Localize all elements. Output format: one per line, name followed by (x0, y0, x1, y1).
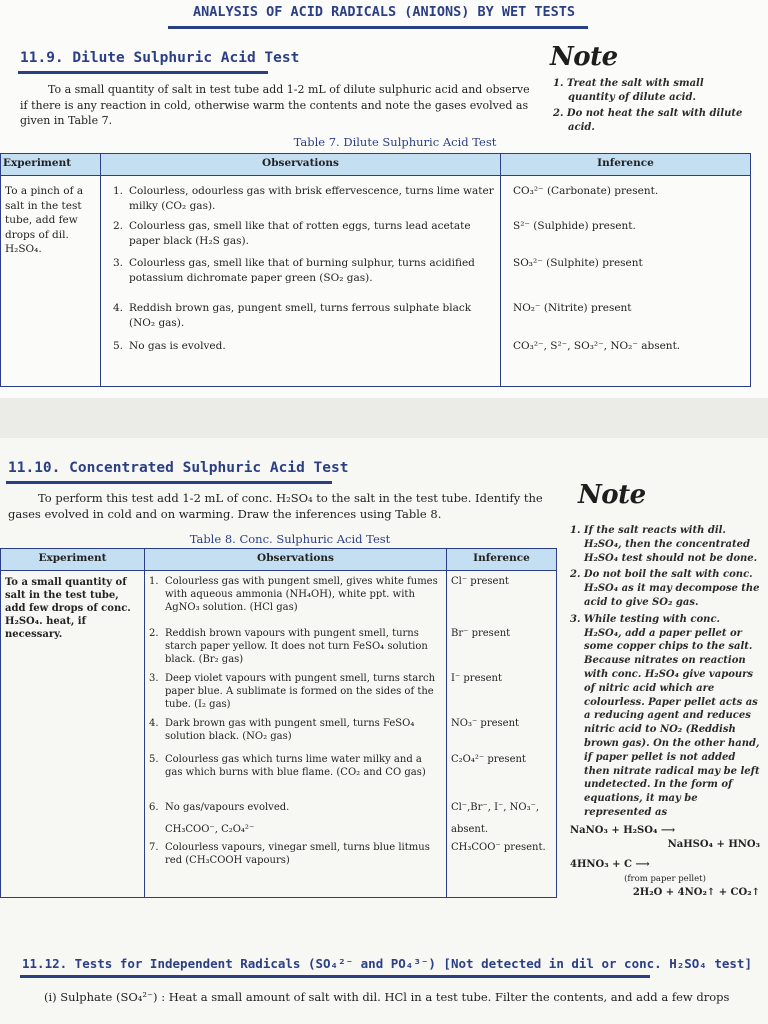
table-8 (0, 548, 557, 898)
title-underline (168, 26, 588, 29)
section-11-9-intro: To a small quantity of salt in test tube add 1-2 mL of dilute sulphuric acid and observe if there is any reaction in cold, otherwise warm the contents and note the gases evolved as given in Table 7. (20, 83, 530, 127)
note-block-2 (570, 524, 760, 900)
inferences-cell (501, 176, 751, 387)
observation-item: 3. Deep violet vapours with pungent smell, turns starch paper blue. A sublimate is formed on the sides of the tube. (I₂ gas) (149, 673, 436, 710)
observation-item: 6. No gas/vapours evolved. (149, 802, 290, 813)
experiment-cell: To a pinch of a salt in the test tube, add few drops of dil. H₂SO₄. (1, 176, 101, 387)
inference-item: C₂O₄²⁻ present (451, 754, 526, 765)
note-list-1 (553, 77, 753, 135)
observations-cell (101, 176, 501, 387)
table-7-caption: Table 7. Dilute Sulphuric Acid Test (293, 135, 497, 149)
table-header-observations: Observations (145, 549, 447, 571)
table-header-inference: Inference (447, 549, 557, 571)
experiment-cell: To a small quantity of salt in the test tube, add few drops of conc. H₂SO₄. heat, if necessary. (1, 571, 145, 898)
note-item: 2. Do not boil the salt with conc. H₂SO₄ as it may decompose the acid to give SO₂ gas. (570, 569, 760, 608)
observation-item: 3. Colourless gas, smell like that of burning sulphur, turns acidified potassium dichromate paper green (SO₂ gas). (113, 257, 475, 284)
observation-item: 5. No gas is evolved. (113, 340, 226, 352)
inference-item: Cl⁻ present (451, 576, 509, 587)
table-header-experiment: Experiment (1, 154, 101, 176)
table-header-inference: Inference (501, 154, 751, 176)
observation-item: 5. Colourless gas which turns lime water milky and a gas which burns with blue flame. (CO₂ and CO gas) (149, 754, 426, 778)
section-11-9-title: 11.9. Dilute Sulphuric Acid Test (20, 50, 300, 66)
section-11-9-underline (18, 71, 268, 74)
observation-item: 2. Colourless gas, smell like that of rotten eggs, turns lead acetate paper black (H₂S gas). (113, 220, 471, 247)
table-header-experiment: Experiment (1, 549, 145, 571)
page-gap (0, 398, 768, 438)
inferences-cell (447, 571, 557, 898)
note-item: 2. Do not heat the salt with dilute acid. (553, 108, 743, 133)
observation-item: 2. Reddish brown vapours with pungent smell, turns starch paper yellow. It does not turn FeSO₄ solution black. (Br₂ gas) (149, 628, 428, 665)
section-11-10-intro: To perform this test add 1-2 mL of conc. H₂SO₄ to the salt in the test tube. Identify the gases evolved in cold and on warming. Draw the inferences using Table 8. (8, 491, 543, 521)
equation-1-left: NaNO₃ + H₂SO₄ ⟶ (570, 824, 676, 836)
inference-item: CH₃COO⁻ present. (451, 842, 546, 853)
section-11-10-underline (6, 481, 332, 484)
observation-item: 4. Dark brown gas with pungent smell, turns FeSO₄ solution black. (NO₂ gas) (149, 718, 415, 742)
inference-item: NO₂⁻ (Nitrite) present (513, 302, 632, 314)
page-dilute-acid-test (0, 0, 768, 398)
table-8-caption: Table 8. Conc. Sulphuric Acid Test (189, 532, 391, 546)
inference-item: S²⁻ (Sulphide) present. (513, 220, 636, 232)
observation-item: 1. Colourless gas with pungent smell, gives white fumes with aqueous ammonia (NH₄OH), white ppt. with AgNO₃ solution. (HCl gas) (149, 576, 438, 613)
inference-item: Cl⁻,Br⁻, I⁻, NO₃⁻, (451, 802, 540, 813)
page-conc-acid-test (0, 438, 768, 1024)
table-7 (0, 153, 751, 387)
note-item: 1. If the salt reacts with dil. H₂SO₄, then the concentrated H₂SO₄ test should not be done. (570, 525, 758, 564)
equation-2-right: 2H₂O + 4NO₂↑ + CO₂↑ (632, 886, 760, 898)
inference-item: CO₃²⁻ (Carbonate) present. (513, 185, 659, 197)
equation-2-note: (from paper pellet) (624, 873, 706, 884)
section-11-10-title: 11.10. Concentrated Sulphuric Acid Test (8, 460, 349, 476)
section-11-12-title: 11.12. Tests for Independent Radicals (SO₄²⁻ and PO₄³⁻) [Not detected in dil or conc. H₂SO₄ test] (22, 956, 752, 971)
observation-item: 7. Colourless vapours, vinegar smell, turns blue litmus red (CH₃COOH vapours) (149, 842, 430, 866)
observations-cell (145, 571, 447, 898)
equation-1-right: NaHSO₄ + HNO₃ (667, 838, 760, 850)
inference-item: CO₃²⁻, S²⁻, SO₃²⁻, NO₂⁻ absent. (513, 340, 681, 352)
note-title-2: Note (578, 480, 646, 510)
observation-item: CH₃COO⁻, C₂O₄²⁻ (165, 824, 255, 835)
inference-item: NO₃⁻ present (451, 718, 520, 729)
note-title-1: Note (550, 42, 618, 72)
observation-item: 4. Reddish brown gas, pungent smell, turns ferrous sulphate black (NO₂ gas). (113, 302, 472, 329)
section-11-12-underline (20, 975, 650, 978)
table-header-observations: Observations (101, 154, 501, 176)
section-11-12-line: (i) Sulphate (SO₄²⁻) : Heat a small amount of salt with dil. HCl in a test tube. Filter the contents, and add a few drops (44, 990, 730, 1004)
note-item: 1. Treat the salt with small quantity of dilute acid. (553, 78, 704, 103)
page-title: ANALYSIS OF ACID RADICALS (ANIONS) BY WET TESTS (192, 4, 575, 20)
equation-2-left: 4HNO₃ + C ⟶ (570, 858, 650, 870)
inference-item: I⁻ present (451, 673, 503, 684)
inference-item: absent. (451, 824, 489, 835)
inference-item: Br⁻ present (451, 628, 511, 639)
observation-item: 1. Colourless, odourless gas with brisk effervescence, turns lime water milky (CO₂ gas). (113, 185, 494, 212)
inference-item: SO₃²⁻ (Sulphite) present (513, 257, 643, 269)
note-item: 3. While testing with conc. H₂SO₄, add a paper pellet or some copper chips to the salt. Because nitrates on reaction with conc. H₂SO₄ give vapours of nitric acid which are colourless. Paper pellet acts as a reducing agent and reduces nitric acid to NO₂ (Reddish brown gas). On the other hand, if paper pellet is not added then nitrate radical may be left undetected. In the form of equations, it may be represented as (570, 613, 760, 818)
